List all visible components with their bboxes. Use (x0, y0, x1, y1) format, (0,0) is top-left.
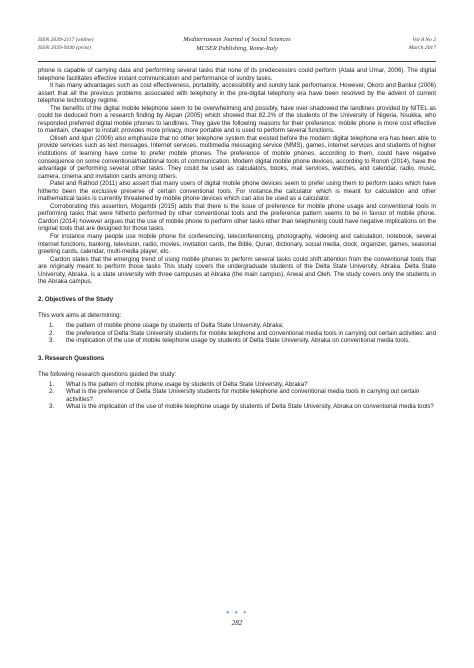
paragraph: For instance many people use mobile phone for conferencing, teleconferencing, photography, videoing and calculation, notebook, several Internet functions, banking, television, radio, movies, invitation cards, the Bible, Quran, dictionary, social media, clock, organizer, games, seasonal greeting cards, calendar, multi-media player, etc. (38, 233, 436, 256)
list-item (38, 322, 436, 330)
journal-title: Mediterranean Journal of Social Sciences (183, 36, 291, 43)
list-item-text: What is the preference of Delta State University students for mobile telephone and conventional media tools in carrying out certain activities? (66, 388, 420, 403)
paragraph: The benefits of the digital mobile telephone seem to be overwhelming and possibly, have over-shadowed the landlines provided by NITEL as could be deduced from a research finding by Akpan (2005) which showed that 82.2% of the students of the University of Nigeria, Nsukka, who responded preferred digital mobile phones to landlines. They gave the following reasons for their preference: mobile phone is more cost effective to maintain, cheaper to install; provides more privacy, more portable and is used to perform several functions. (38, 104, 436, 135)
list-item-text: the pattern of mobile phone usage by students of Delta State University, Abraka; (66, 321, 284, 329)
objectives-list (38, 322, 436, 345)
list-item-text: What is the pattern of mobile phone usage by students of Delta State University, Abraka? (66, 380, 308, 388)
section-heading-objectives: 2. Objectives of the Study (38, 295, 114, 303)
paragraph: phone is capable of carrying data and performing several tasks that none of its predecessors could perform (Atala and Umar, 2006). The digital telephone facilitates effective instant communication and performance of sundry tasks. (38, 67, 436, 82)
list-number: 1. (49, 321, 55, 329)
publisher: MCSER Publishing, Rome-Italy (196, 44, 278, 52)
paragraph: Cardon states that the emerging trend of using mobile phones to perform several tasks could shift attention from the conventional tools that are originally meant to perform those tasks This study covers the undergraduate students of the Delta State University, Abraka. Delta State University, Abraka, is a state university with three campuses at Abraka (the main campus), Anwai and Oleh. The study covers only the students in the Abraka campus. (38, 255, 436, 286)
list-item-text: What is the implication of the use of mobile telephone usage by students of Delta State University, Abraka on conventional media tools? (66, 403, 434, 411)
paragraph: It has many advantages such as cost effectiveness, portability, accessibility and sundry task performance. However, Okoro and Barikui (2006) assert that all the previous problems associated with telephony in the pre-digital telephony era have been resolved by the advent of current telephone technology regime. (38, 82, 436, 105)
section-intro: The following research questions guided the study: (38, 371, 177, 379)
issn-online: ISSN 2039-2117 (online) (38, 37, 94, 43)
list-item (38, 330, 436, 338)
issn-print: ISSN 2039-9340 (print) (38, 45, 91, 51)
list-item-text: the implication of the use of mobile telephone usage by students of Delta State University, Abraka on conventional media tools. (66, 337, 410, 345)
list-number: 3. (49, 337, 55, 345)
paragraph: Corroborating this assertion, Mogambi (2015) adds that there is the issue of preference for mobile phone usage and conventional tools in performing tasks that were hitherto performed by other conventional tools and the preference pattern seems to be in favour of mobile phone. Cardon (2014) however argues that the use of mobile phone to perform other tasks other than telephoning could have negative implications on the original tools that are designed for those tasks. (38, 202, 436, 233)
list-item (38, 388, 436, 403)
paragraph: Patel and Rathod (2011) also assert that many users of digital mobile phone devices seem to prefer using them to perform tasks which have hitherto been the exclusive preserve of certain conventional tools. For instance,the calculator which is meant for calculation and other mathematical tasks is currently threatened by mobile phone devices which can also be used as a calculator. (38, 180, 436, 203)
paragraph: Oliseh and Igun (2006) also emphasize that no other telephone system that existed before the modern digital telephone era has been able to provide services such as text messages, Internet services, multimedia messaging service (MMS), games, internet services and students of higher institutions of learning have come to prefer mobile phones. The preference of mobile phones, according to them, could have negative consequence on some conventional/traditional tools of communication. Modern digital mobile phone devices, according to Ronoh (2014), have the advantage of performing several other tasks. They could be used as calculators, books, mail services, watches, and calendar, radio, music, camera, cinema and invitation cards among others. (38, 134, 436, 180)
page-number: 282 (231, 619, 243, 627)
header-rule (38, 61, 436, 62)
page-body (38, 67, 436, 411)
page-header (38, 36, 436, 58)
list-item (38, 381, 436, 389)
volume: Vol 8 No 2 (412, 37, 436, 43)
list-item-text: the preference of Delta State University students for mobile telephone and conventional media tools in carrying out certain activities: and (66, 329, 437, 337)
section-heading-research-questions: 3. Research Questions (38, 354, 105, 362)
list-number: 1. (49, 380, 55, 388)
section-intro: This work aims at determining: (38, 312, 122, 320)
list-number: 2. (49, 388, 55, 396)
list-number: 3. (49, 403, 55, 411)
issue-block (409, 36, 436, 52)
list-item (38, 337, 436, 345)
research-questions-list (38, 381, 436, 411)
issue-date: March 2017 (408, 45, 436, 51)
list-number: 2. (49, 329, 55, 337)
list-item (38, 403, 436, 411)
journal-block (38, 36, 436, 53)
footer-ornament: ✦ ✦ ✦ (225, 610, 249, 616)
